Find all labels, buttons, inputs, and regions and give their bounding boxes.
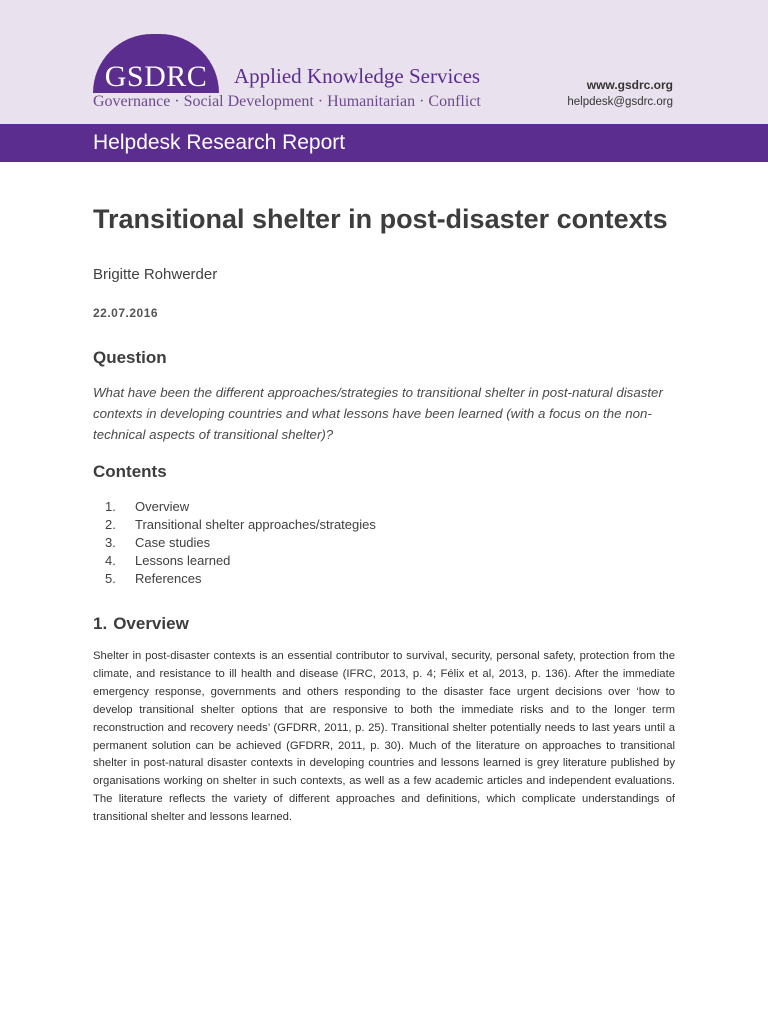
toc-item-number: 2.: [105, 517, 116, 532]
toc-item-number: 3.: [105, 535, 116, 550]
publication-date: 22.07.2016: [93, 306, 159, 320]
overview-paragraph: Shelter in post-disaster contexts is an essential contributor to survival, security, personal safety, protection from the climate, and resistance to ill health and disease (IFRC, 2013, p. 4; Félix et al, 2013, p. 136). After the immediate emergency response, governments and others responding to the disaster face urgent decisions over ‘how to develop transitional shelter options that are responsive to both the immediate risks and to the longer term reconstruction and recovery needs’ (GFDRR, 2011, p. 25). Transitional shelter potentially needs to last years until a permanent solution can be achieved (GFDRR, 2011, p. 30). Much of the literature on approaches to transitional shelter in post-natural disaster contexts in developing countries and lessons learned is grey literature published by organisations working on shelter in such contexts, as well as a few academic articles and independent evaluations. The literature reflects the variety of different approaches and definitions, which complicate understandings of transitional shelter and lessons learned.: [93, 650, 675, 824]
toc-item-label: Case studies: [135, 535, 211, 550]
toc-item-label: Overview: [135, 499, 190, 514]
brand-name: Applied Knowledge Services: [234, 64, 481, 88]
table-of-contents: [93, 498, 675, 588]
overview-heading: [93, 614, 675, 634]
toc-item-case-studies[interactable]: [93, 534, 675, 552]
author-name: Brigitte Rohwerder: [93, 266, 218, 283]
gsdrc-logo[interactable]: [93, 34, 219, 93]
header-band: [0, 0, 768, 124]
report-type-bar: [0, 124, 768, 162]
toc-item-number: 5.: [105, 571, 116, 586]
toc-item-references[interactable]: [93, 570, 675, 588]
section-number: 1.: [93, 614, 108, 633]
toc-item-lessons-learned[interactable]: [93, 552, 675, 570]
website-link[interactable]: www.gsdrc.org: [586, 78, 673, 92]
helpdesk-email-link[interactable]: helpdesk@gsdrc.org: [567, 96, 673, 108]
logo-text: GSDRC: [104, 60, 208, 93]
question-heading: Question: [93, 348, 167, 367]
toc-item-approaches[interactable]: [93, 516, 675, 534]
toc-item-label: Transitional shelter approaches/strategies: [135, 517, 376, 532]
toc-item-number: 4.: [105, 553, 116, 568]
toc-item-overview[interactable]: [93, 498, 675, 516]
question-text: What have been the different approaches/strategies to transitional shelter in post-natural disaster contexts in developing countries and what lessons have been learned (with a focus on the non-technical aspects of transitional shelter)?: [93, 385, 663, 442]
toc-item-label: References: [135, 571, 202, 586]
contents-heading: Contents: [93, 462, 167, 481]
document-body: [93, 200, 675, 827]
brand-tagline: Governance · Social Development · Humanitarian · Conflict: [93, 93, 481, 110]
toc-item-number: 1.: [105, 499, 116, 514]
section-title: Overview: [113, 614, 189, 633]
document-title: Transitional shelter in post-disaster contexts: [93, 204, 668, 234]
report-type: Helpdesk Research Report: [93, 131, 346, 154]
toc-item-label: Lessons learned: [135, 553, 231, 568]
